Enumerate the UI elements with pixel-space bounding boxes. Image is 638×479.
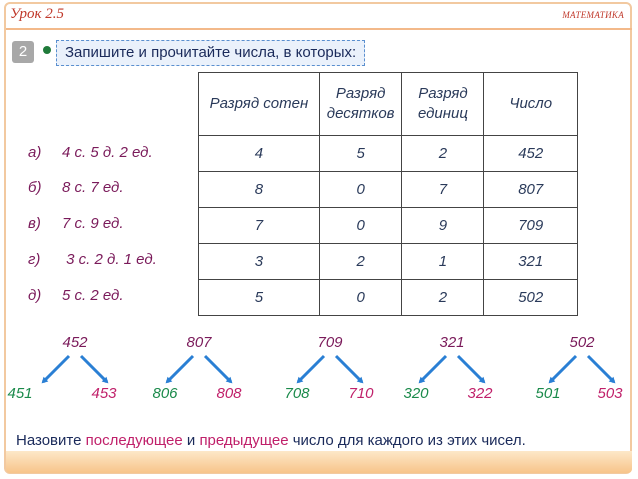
table-cell: 1 xyxy=(402,244,484,280)
table-cell: 807 xyxy=(484,172,578,208)
row-letter: г) xyxy=(28,251,41,268)
arrow-line xyxy=(298,356,324,382)
neighbor-prev: 501 xyxy=(535,385,561,402)
bottom-instruction xyxy=(16,432,526,449)
table-cell: 5 xyxy=(319,136,402,172)
table-cell: 8 xyxy=(199,172,320,208)
row-description: 7 с. 9 ед. xyxy=(62,215,124,232)
table-cell: 2 xyxy=(319,244,402,280)
subject-label: МАТЕМАТИКА xyxy=(562,10,624,20)
table-cell: 321 xyxy=(484,244,578,280)
row-letter: б) xyxy=(28,179,42,196)
arrow-line xyxy=(420,356,446,382)
table-cell: 9 xyxy=(402,208,484,244)
arrow-line xyxy=(588,356,614,382)
bottom-next-word: последующее xyxy=(85,432,183,449)
table-cell: 7 xyxy=(199,208,320,244)
table-cell: 0 xyxy=(319,172,402,208)
table-cell: 2 xyxy=(402,280,484,316)
neighbor-next: 322 xyxy=(467,385,493,402)
row-description: 4 с. 5 д. 2 ед. xyxy=(62,144,153,161)
table-cell: 0 xyxy=(319,208,402,244)
arrow-line xyxy=(43,356,69,382)
neighbor-next: 453 xyxy=(91,385,117,402)
row-letter: в) xyxy=(28,215,41,232)
row-letter: д) xyxy=(28,287,42,304)
neighbor-next: 808 xyxy=(216,385,242,402)
neighbor-next: 503 xyxy=(597,385,623,402)
table-cell: 2 xyxy=(402,136,484,172)
task-instruction: Запишите и прочитайте числа, в которых: xyxy=(56,40,365,66)
arrow-line xyxy=(336,356,362,382)
table-cell: 3 xyxy=(199,244,320,280)
neighbor-prev: 806 xyxy=(152,385,178,402)
table-cell: 4 xyxy=(199,136,320,172)
neighbor-prev: 451 xyxy=(7,385,33,402)
bottom-text-part: Назовите xyxy=(16,432,86,449)
table-cell: 709 xyxy=(484,208,578,244)
table-cell: 502 xyxy=(484,280,578,316)
neighbor-number: 502 xyxy=(569,334,595,351)
neighbor-prev: 708 xyxy=(284,385,310,402)
neighbor-number: 452 xyxy=(62,334,88,351)
neighbor-number: 807 xyxy=(186,334,212,351)
neighbor-prev: 320 xyxy=(403,385,429,402)
neighbor-next: 710 xyxy=(348,385,374,402)
header-number: Число xyxy=(484,73,578,136)
task-number-badge: 2 xyxy=(12,41,34,63)
table-cell: 5 xyxy=(199,280,320,316)
bottom-prev-word: предыдущее xyxy=(199,432,289,449)
bottom-text-part: и xyxy=(182,432,200,449)
arrow-line xyxy=(550,356,576,382)
neighbor-number: 321 xyxy=(439,334,465,351)
footer-band xyxy=(6,451,632,473)
row-description: 3 с. 2 д. 1 ед. xyxy=(62,251,157,268)
arrow-line xyxy=(167,356,193,382)
arrow-line xyxy=(81,356,107,382)
table-cell: 0 xyxy=(319,280,402,316)
row-description: 5 с. 2 ед. xyxy=(62,287,124,304)
table-cell: 452 xyxy=(484,136,578,172)
header-tens-text: Разряд десятков xyxy=(326,85,395,122)
table-cell: 7 xyxy=(402,172,484,208)
arrow-line xyxy=(458,356,484,382)
bottom-text-part: число для каждого из этих чисел. xyxy=(288,432,526,449)
row-description: 8 с. 7 ед. xyxy=(62,179,124,196)
header-hundreds: Разряд сотен xyxy=(199,73,320,136)
row-letter: а) xyxy=(28,144,42,161)
arrow-line xyxy=(205,356,231,382)
lesson-label: Урок 2.5 xyxy=(10,6,65,22)
neighbor-number: 709 xyxy=(317,334,343,351)
header-ones-text: Разряд единиц xyxy=(417,85,468,122)
